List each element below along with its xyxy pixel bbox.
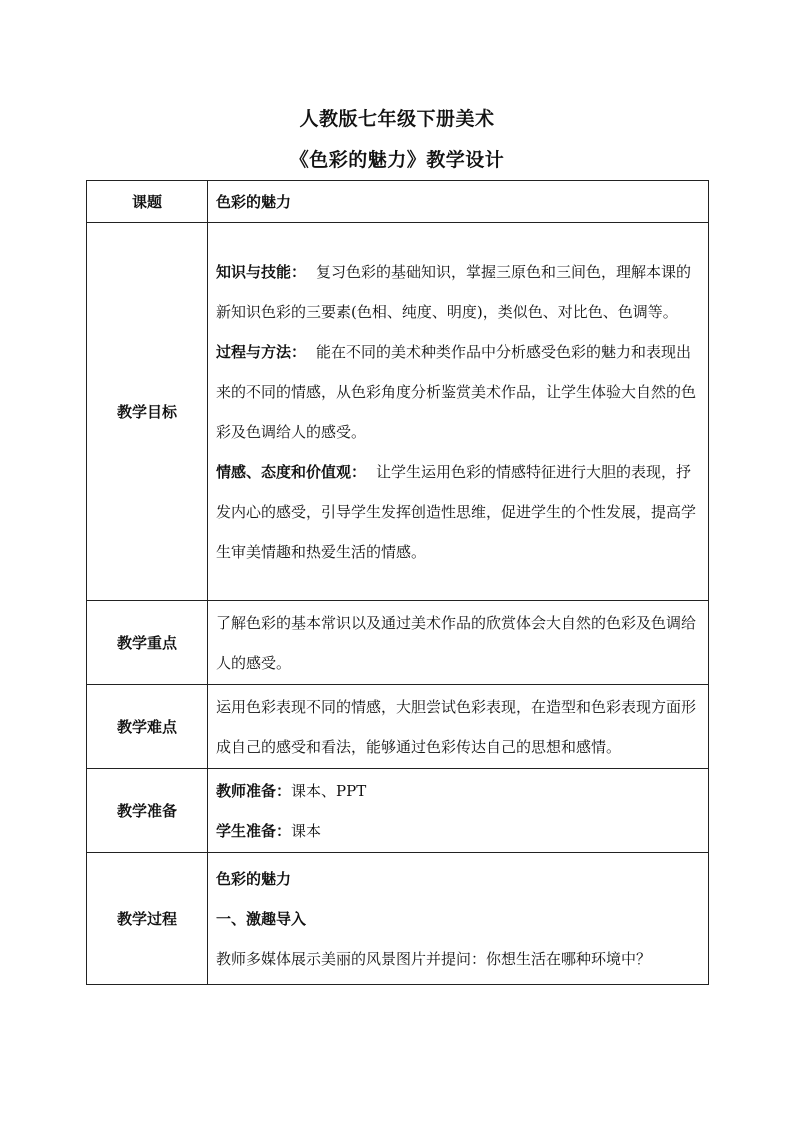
knowledge-text: 复习色彩的基础知识，掌握三原色和三间色，理解本课的新知识色彩的三要素(色相、纯度、明度)，类似色、对比色、色调等。 [216, 262, 692, 321]
procedure-content [208, 853, 709, 985]
teacher-preparation-heading: 教师准备： [216, 781, 292, 800]
objectives-label: 教学目标 [87, 223, 208, 601]
document-subtitle: 《色彩的魅力》教学设计 [289, 149, 505, 171]
emotion-paragraph [216, 452, 702, 572]
procedure-section: 一、激趣导入 [216, 909, 307, 928]
preparation-label: 教学准备 [87, 769, 208, 853]
procedure-heading: 色彩的魅力 [216, 869, 292, 888]
emotion-text: 让学生运用色彩的情感特征进行大胆的表现，抒发内心的感受，引导学生发挥创造性思维，促进学生的个性发展，提高学生审美情趣和热爱生活的情感。 [216, 462, 697, 561]
topic-label: 课题 [87, 181, 208, 223]
key-points-text: 了解色彩的基本常识以及通过美术作品的欣赏体会大自然的色彩及色调给人的感受。 [208, 601, 709, 685]
procedure-label: 教学过程 [87, 853, 208, 985]
table-row [87, 769, 709, 853]
difficulties-text: 运用色彩表现不同的情感，大胆尝试色彩表现，在造型和色彩表现方面形成自己的感受和看法，能够通过色彩传达自己的思想和感情。 [208, 685, 709, 769]
process-paragraph [216, 332, 702, 452]
table-row [87, 601, 709, 685]
student-preparation-text: 课本 [291, 821, 322, 840]
teacher-preparation [216, 771, 702, 811]
table-row [87, 685, 709, 769]
procedure-text: 教师多媒体展示美丽的风景图片并提问：你想生活在哪种环境中？ [216, 949, 652, 968]
table-row [87, 181, 709, 223]
preparation-content [208, 769, 709, 853]
knowledge-heading: 知识与技能： [216, 262, 307, 281]
teacher-preparation-text: 课本、PPT [291, 781, 367, 800]
process-text: 能在不同的美术种类作品中分析感受色彩的魅力和表现出来的不同的情感，从色彩角度分析鉴赏美术作品，让学生体验大自然的色彩及色调给人的感受。 [216, 342, 697, 441]
student-preparation-heading: 学生准备： [216, 821, 292, 840]
knowledge-paragraph [216, 252, 702, 332]
process-heading: 过程与方法： [216, 342, 307, 361]
topic-value: 色彩的魅力 [208, 181, 709, 223]
difficulties-label: 教学难点 [87, 685, 208, 769]
table-row [87, 853, 709, 985]
student-preparation [216, 811, 702, 851]
table-row [87, 223, 709, 601]
key-points-label: 教学重点 [87, 601, 208, 685]
document-title: 人教版七年级下册美术 [299, 108, 495, 130]
emotion-heading: 情感、态度和价值观： [216, 462, 367, 481]
lesson-plan-table [86, 180, 709, 985]
objectives-content [208, 223, 709, 601]
